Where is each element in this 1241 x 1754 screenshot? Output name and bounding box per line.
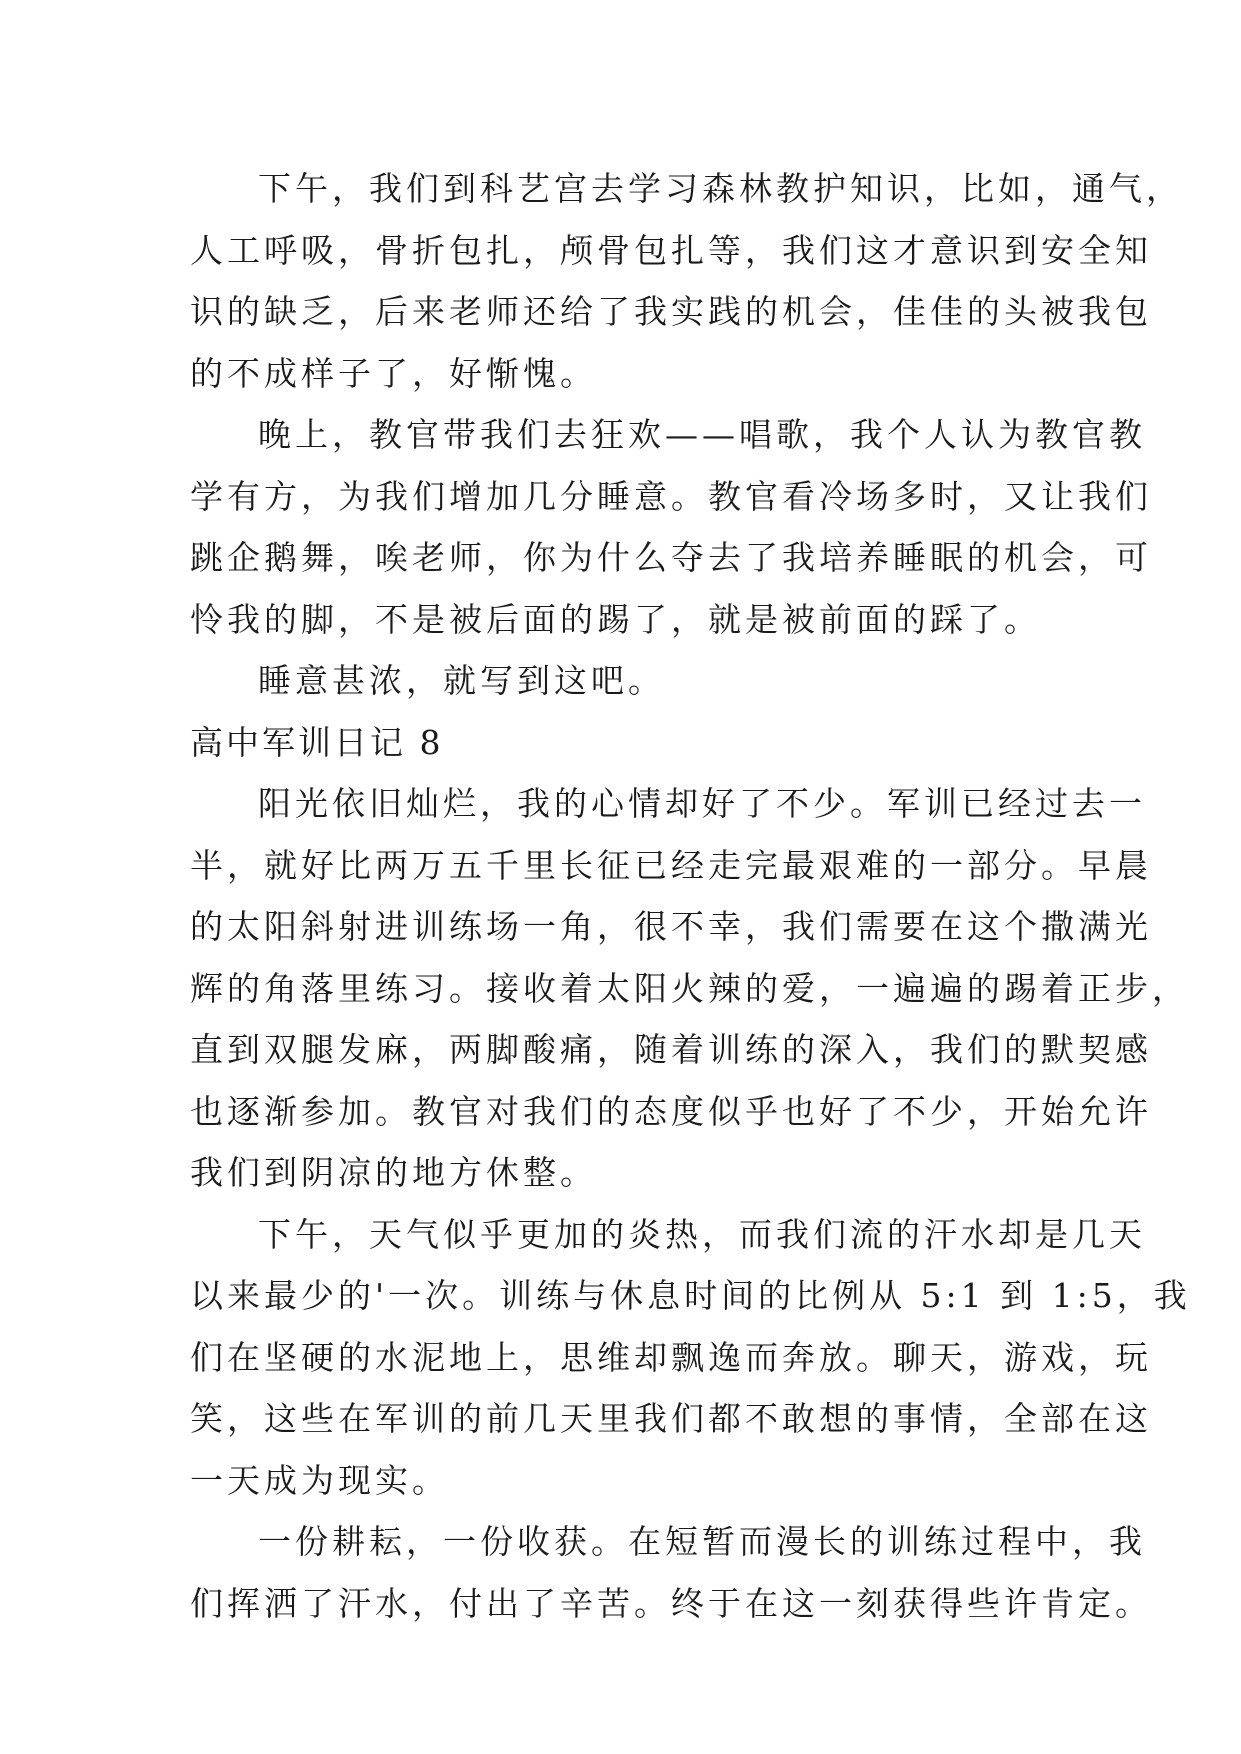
text-line: 下午，天气似乎更加的炎热，而我们流的汗水却是几天 [258,1214,1146,1254]
text-line: 的不成样子了，好惭愧。 [190,353,597,393]
text-line: 也逐渐参加。教官对我们的态度似乎也好了不少，开始允许 [190,1091,1152,1131]
text-line: 人工呼吸，骨折包扎，颅骨包扎等，我们这才意识到安全知 [190,230,1152,270]
section-heading: 高中军训日记 8 [190,722,444,762]
text-line: 学有方，为我们增加几分睡意。教官看冷场多时，又让我们 [190,476,1152,516]
text-line: 笑，这些在军训的前几天里我们都不敢想的事情，全部在这 [190,1399,1152,1438]
text-line: 晚上，教官带我们去狂欢——唱歌，我个人认为教官教 [258,415,1146,454]
text-line: 一份耕耘，一份收获。在短暂而漫长的训练过程中，我 [258,1522,1146,1561]
text-line: 半，就好比两万五千里长征已经走完最艰难的一部分。早晨 [190,845,1152,885]
text-line: 们在坚硬的水泥地上，思维却飘逸而奔放。聊天，游戏，玩 [190,1337,1152,1377]
text-line: 识的缺乏，后来老师还给了我实践的机会，佳佳的头被我包 [190,292,1152,331]
text-line: 我们到阴凉的地方休整。 [190,1153,597,1192]
text-line: 以来最少的'一次。训练与休息时间的比例从 5:1 到 1:5，我 [190,1276,1191,1315]
text-line: 直到双腿发麻，两脚酸痛，随着训练的深入，我们的默契感 [190,1030,1152,1069]
text-line: 们挥洒了汗水，付出了辛苦。终于在这一刻获得些许肯定。 [190,1583,1152,1623]
text-line: 的太阳斜射进训练场一角，很不幸，我们需要在这个撒满光 [190,907,1152,946]
text-line: 怜我的脚，不是被后面的踢了，就是被前面的踩了。 [190,599,1041,639]
text-line: 一天成为现实。 [190,1460,449,1500]
document-page [190,158,1191,1634]
text-line: 下午，我们到科艺宫去学习森林教护知识，比如，通气， [258,169,1183,208]
text-line: 辉的角落里练习。接收着太阳火辣的爱，一遍遍的踢着正步， [190,968,1189,1008]
text-line: 睡意甚浓，就写到这吧。 [258,661,665,700]
text-line: 跳企鹅舞，唉老师，你为什么夺去了我培养睡眠的机会，可 [190,538,1152,577]
text-line: 阳光依旧灿烂，我的心情却好了不少。军训已经过去一 [258,784,1146,823]
